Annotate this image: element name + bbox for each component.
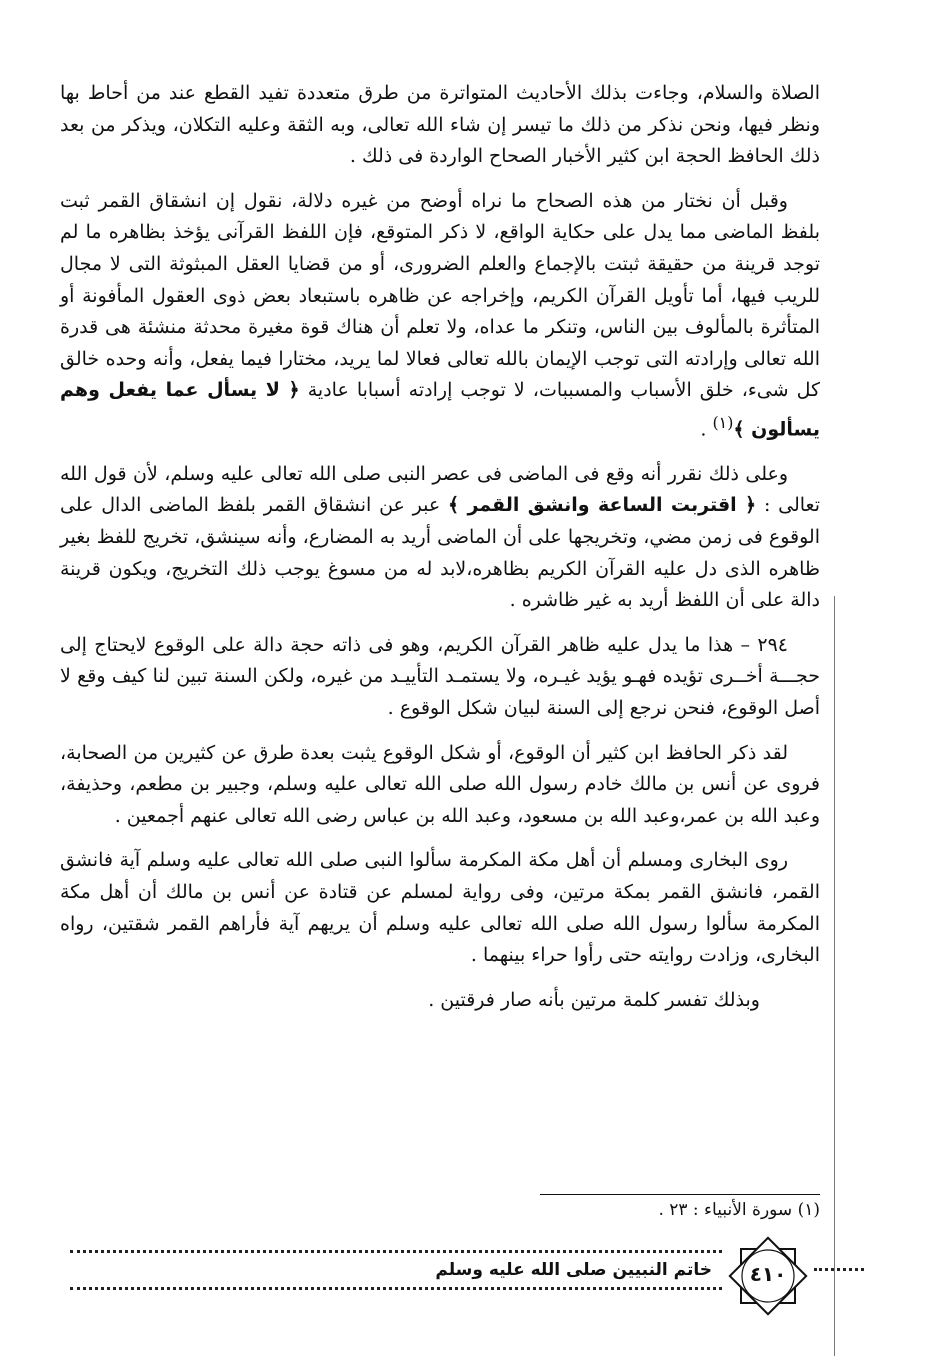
paragraph-text: عبر عن انشقاق القمر بلفظ الماضى الدال على الوقوع فى زمن مضي، وتخريجها على أن الماضى أريد به المضارع، وأنه سينشق، تخريج للفظ بغير ظاهره الذى دل عليه القرآن الكريم بظاهره،لابد له من مسوغ يوجب ذلك التخريج، ويكون قرينة دالة على أن اللفظ أريد به غير ظاشره . [60, 494, 820, 612]
page-number-badge [722, 1230, 814, 1322]
quran-quote: ﴿ اقتربت الساعة وانشق القمر ﴾ [447, 494, 757, 517]
margin-rule [834, 596, 835, 1356]
paragraph-end: . [700, 418, 707, 441]
paragraph: الصلاة والسلام، وجاءت بذلك الأحاديث المتواترة من طرق متعددة تفيد القطع عند من أحاط بها ونظر فيها، ونحن نذكر من ذلك ما تيسر إن شاء الله تعالى، وبه الثقة وعليه التكلان، ويذكر من بعد ذلك الحافظ الحجة ابن كثير الأخبار الصحاح الواردة فى ذلك . [60, 82, 820, 168]
paragraph: وبذلك تفسر كلمة مرتين بأنه صار فرقتين . [428, 988, 760, 1011]
paragraph: روى البخارى ومسلم أن أهل مكة المكرمة سألوا النبى صلى الله تعالى عليه وسلم آية فانشق القمر، فانشق القمر بمكة مرتين، وفى رواية لمسلم عن قتادة عن أنس بن مالك أن أهل مكة المكرمة سألوا رسول الله صلى الله تعالى عليه وسلم أن يريهم آية فأراهم القمر شقتين، رواه البخارى، وزادت روايته حتى رأوا حراء بينهما . [60, 849, 820, 967]
footer-rule-right [814, 1268, 864, 1271]
footnote: (١) سورة الأنبياء : ٢٣ . [658, 1200, 820, 1220]
page-number: ٤١٠ [749, 1262, 787, 1286]
body-text [60, 78, 820, 1029]
book-title: خاتم النبيين صلى الله عليه وسلم [435, 1260, 712, 1280]
paragraph [60, 459, 820, 617]
paragraph [60, 186, 820, 446]
footer-rule-top [70, 1250, 722, 1253]
footnote-divider [540, 1194, 820, 1195]
paragraph: لقد ذكر الحافظ ابن كثير أن الوقوع، أو شكل الوقوع يثبت بعدة طرق عن كثيرين من الصحابة، فروى عن أنس بن مالك خادم رسول الله صلى الله تعالى عليه وسلم، وجبير بن مطعم، وحذيفة، وعبد الله بن عمر،وعبد الله بن مسعود، وعبد الله بن عباس رضى الله تعالى عنهم أجمعين . [60, 741, 820, 827]
paragraph-text: وعلى ذلك نقرر أنه وقع فى الماضى فى عصر النبى صلى الله تعالى عليه وسلم، لأن قول الله تعالى : [60, 462, 821, 517]
footer-rule-bottom [70, 1287, 722, 1290]
quran-quote: ﴿ لا يسأل عما يفعل وهم يسألون ﴾ [60, 379, 820, 441]
paragraph: ٢٩٤ – هذا ما يدل عليه ظاهر القرآن الكريم، وهو فى ذاته حجة دالة على الوقوع لايحتاج إلى حجـــة أخــرى تؤيده فهـو يؤيد غيـره، ولا يستمـد التأييـد من غيره، ولكن السنة تبين لنا كيف وقع لا أصل الوقوع، فنحن نرجع إلى السنة لبيان شكل الوقوع . [60, 633, 820, 720]
paragraph-text: وقبل أن نختار من هذه الصحاح ما نراه أوضح من غيره دلالة، نقول إن انشقاق القمر ثبت بلفظ الماضى مما يدل على حكاية الواقع، لا ذكر المتوقع، فإن اللفظ القرآنى يؤخذ بظاهره ما لم توجد قرينة من حقيقة ثبتت بالإجماع والعلم الضرورى، أو من قضايا العقل المبثوثة التى لا مجال للريب فيها، أما تأويل القرآن الكريم، وإخراجه عن ظاهره باستبعاد بعض ذوى العقول المأفونة أو المتأثرة بالمألوف بين الناس، وتنكر ما عداه، ولا تعلم أن هناك قوة مغيرة محدثة منشئة هى قدرة الله تعالى وإرادته التى توجب الإيمان بالله تعالى فعالا لما يريد، مختارا فيما يفعل، وأنه وحده خالق كل شىء، خلق الأسباب والمسببات، لا توجب إرادته أسبابا عادية [60, 189, 821, 402]
footnote-marker: (١) [712, 412, 734, 432]
